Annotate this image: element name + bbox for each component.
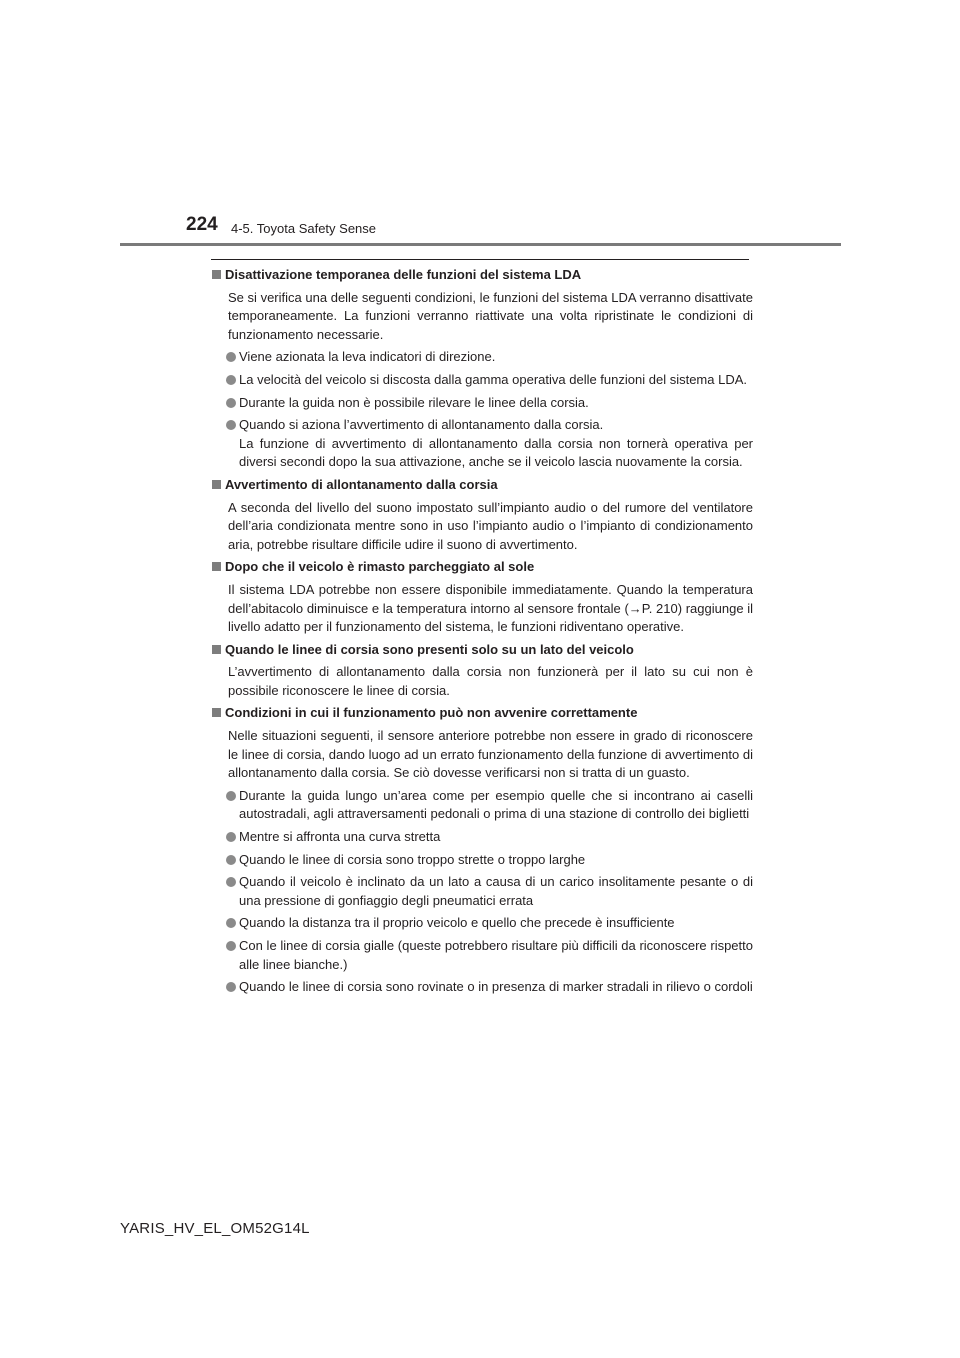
manual-content xyxy=(211,266,753,1001)
heading-square-icon xyxy=(212,480,221,489)
manual-section xyxy=(211,704,753,996)
bullet-item xyxy=(211,371,753,390)
section-title: 4-5. Toyota Safety Sense xyxy=(231,221,377,236)
bullet-circle-icon xyxy=(226,982,236,992)
manual-section xyxy=(211,558,753,636)
heading-square-icon xyxy=(212,270,221,279)
bullet-item xyxy=(211,851,753,870)
bullet-circle-icon xyxy=(226,420,236,430)
manual-section xyxy=(211,641,753,701)
page-number: 224 xyxy=(186,214,218,235)
section-heading xyxy=(211,558,753,577)
section-heading xyxy=(211,266,753,285)
bullet-text: Durante la guida lungo un’area come per esempio quelle che si incontrano ai caselli autostradali, agli attraversamenti pedonali o prima di una stazione di controllo dei biglietti xyxy=(239,787,753,822)
section-paragraph: Se si verifica una delle seguenti condizioni, le funzioni del sistema LDA verranno disattivate temporaneamente. La funzioni verranno riattivate una volta ripristinate le condizioni di funzionamento necessarie. xyxy=(228,289,753,342)
manual-section xyxy=(211,476,753,554)
bullet-item xyxy=(211,914,753,933)
bullet-circle-icon xyxy=(226,352,236,362)
section-heading-text: Condizioni in cui il funzionamento può non avvenire correttamente xyxy=(225,705,638,721)
bullet-circle-icon xyxy=(226,398,236,408)
bullet-circle-icon xyxy=(226,832,236,842)
bullet-item xyxy=(211,873,753,910)
bullet-circle-icon xyxy=(226,941,236,951)
bullet-item xyxy=(211,348,753,367)
bullet-circle-icon xyxy=(226,375,236,385)
bullet-text: Quando si aziona l’avvertimento di allontanamento dalla corsia. xyxy=(239,417,604,433)
bullet-circle-icon xyxy=(226,791,236,801)
section-heading-text: Quando le linee di corsia sono presenti solo su un lato del veicolo xyxy=(225,641,634,657)
bullet-text: La funzione di avvertimento di allontanamento dalla corsia non tornerà operativa per diversi secondi dopo la sua attivazione, anche se il veicolo lascia nuovamente la corsia. xyxy=(239,435,753,470)
section-heading-text: Disattivazione temporanea delle funzioni del sistema LDA xyxy=(225,267,582,282)
bullet-text: Durante la guida non è possibile rilevare le linee della corsia. xyxy=(239,394,589,410)
bullet-text: Quando la distanza tra il proprio veicolo e quello che precede è insufficiente xyxy=(239,915,675,931)
section-paragraph: Nelle situazioni seguenti, il sensore anteriore potrebbe non essere in grado di riconoscere le linee di corsia, dando luogo ad un errato funzionamento della funzione di avvertimento di allontanamento dalla corsia. Se ciò dovesse verificarsi non si tratta di un guasto. xyxy=(228,728,753,781)
bullet-item xyxy=(211,978,753,997)
heading-square-icon xyxy=(212,708,221,717)
heading-square-icon xyxy=(212,562,221,571)
bullet-circle-icon xyxy=(226,918,236,928)
content-top-rule xyxy=(211,259,749,260)
heading-square-icon xyxy=(212,645,221,654)
bullet-list xyxy=(211,787,753,997)
bullet-text: La velocità del veicolo si discosta dalla gamma operativa delle funzioni del sistema LDA. xyxy=(239,371,747,387)
bullet-item xyxy=(211,828,753,847)
section-paragraph: A seconda del livello del suono impostato sull’impianto audio o del rumore del ventilatore dell’aria condizionata mentre sono in uso l’impianto audio o l’impianto di condizionamento aria, potrebbe risultare difficile udire il suono di avvertimento. xyxy=(228,499,753,552)
bullet-item xyxy=(211,787,753,824)
section-heading xyxy=(211,704,753,723)
header-rule xyxy=(120,243,841,246)
section-heading-text: Avvertimento di allontanamento dalla corsia xyxy=(225,476,498,492)
section-heading-text: Dopo che il veicolo è rimasto parcheggiato al sole xyxy=(225,559,535,575)
bullet-text: Mentre si affronta una curva stretta xyxy=(239,829,441,845)
section-heading xyxy=(211,476,753,495)
section-heading xyxy=(211,641,753,660)
document-code: YARIS_HV_EL_OM52G14L xyxy=(120,1220,310,1237)
bullet-circle-icon xyxy=(226,855,236,865)
bullet-text: Quando le linee di corsia sono troppo strette o troppo larghe xyxy=(239,851,586,867)
bullet-item xyxy=(211,416,753,472)
bullet-text: Quando il veicolo è inclinato da un lato a causa di un carico insolitamente pesante o di una pressione di gonfiaggio degli pneumatici errata xyxy=(239,874,753,908)
bullet-text: Con le linee di corsia gialle (queste potrebbero risultare più difficili da riconoscere rispetto alle linee bianche.) xyxy=(239,938,753,972)
bullet-list xyxy=(211,348,753,472)
section-paragraph: Il sistema LDA potrebbe non essere disponibile immediatamente. Quando la temperatura dell’abitacolo diminuisce e la temperatura intorno al sensore frontale (→P. 210) raggiunge il livello adatto per il funzionamento del sistema, le funzioni ridiventano operative. xyxy=(228,581,753,635)
bullet-circle-icon xyxy=(226,877,236,887)
bullet-text: Quando le linee di corsia sono rovinate o in presenza di marker stradali in rilievo o cordoli xyxy=(239,979,753,995)
bullet-text: Viene azionata la leva indicatori di direzione. xyxy=(239,349,496,365)
section-paragraph: L’avvertimento di allontanamento dalla corsia non funzionerà per il lato su cui non è possibile riconoscere le linee di corsia. xyxy=(228,664,753,698)
bullet-item xyxy=(211,937,753,974)
manual-section xyxy=(211,266,753,472)
bullet-item xyxy=(211,394,753,413)
